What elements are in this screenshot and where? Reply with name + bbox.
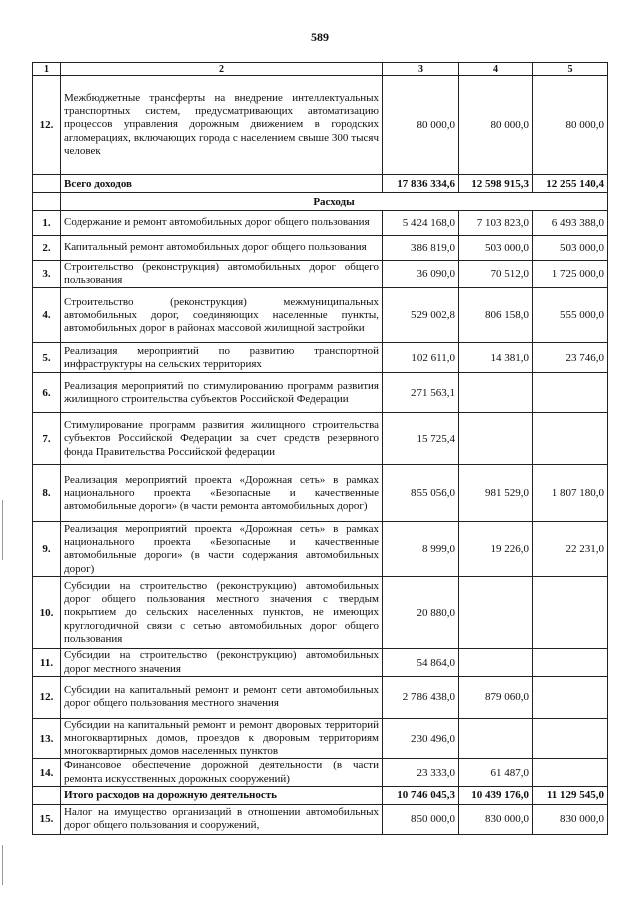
table-row — [33, 718, 608, 759]
value-col-3: 15 725,4 — [383, 413, 459, 465]
value-col-4: 14 381,0 — [459, 343, 533, 373]
value-col-4: 7 103 823,0 — [459, 211, 533, 236]
value-col-4 — [459, 577, 533, 649]
row-description: Реализация мероприятий по развитию транспортной инфраструктуры на сельских территориях — [61, 343, 383, 373]
page-number: 589 — [311, 30, 329, 44]
table-row — [33, 759, 608, 786]
total-label: Всего доходов — [61, 175, 383, 193]
table-row — [33, 577, 608, 649]
column-header: 5 — [533, 63, 608, 76]
row-number: 7. — [33, 413, 61, 465]
column-header: 1 — [33, 63, 61, 76]
column-header: 3 — [383, 63, 459, 76]
table-row — [33, 373, 608, 413]
table-row — [33, 211, 608, 236]
value-col-4: 503 000,0 — [459, 236, 533, 261]
row-number: 12. — [33, 676, 61, 718]
value-col-3: 102 611,0 — [383, 343, 459, 373]
row-number: 6. — [33, 373, 61, 413]
row-description: Реализация мероприятий проекта «Дорожная сеть» в рамках национального проекта «Безопасные и качественные автомобильные дороги» (в части ремонта автомобильных дорог) — [61, 465, 383, 522]
empty-cell — [33, 175, 61, 193]
value-col-3: 80 000,0 — [383, 76, 459, 175]
value-col-3: 386 819,0 — [383, 236, 459, 261]
row-description: Налог на имущество организаций в отношении автомобильных дорог общего пользования и сооружений, — [61, 804, 383, 834]
total-col-5: 11 129 545,0 — [533, 786, 608, 804]
value-col-4 — [459, 718, 533, 759]
column-header-row — [33, 63, 608, 76]
value-col-4 — [459, 649, 533, 676]
row-number: 11. — [33, 649, 61, 676]
value-col-3: 8 999,0 — [383, 522, 459, 577]
value-col-4: 879 060,0 — [459, 676, 533, 718]
row-description: Строительство (реконструкция) автомобильных дорог общего пользования — [61, 261, 383, 288]
table-row — [33, 649, 608, 676]
row-description: Субсидии на строительство (реконструкцию) автомобильных дорог общего пользования местного значения с твердым покрытием до сельских населенных пунктов, не имеющих круглогодичной связи с сетью автомобильных дорог общего пользования — [61, 577, 383, 649]
scan-edge-mark — [2, 845, 3, 885]
row-number: 12. — [33, 76, 61, 175]
row-description: Финансовое обеспечение дорожной деятельности (в части ремонта искусственных дорожных сооружений) — [61, 759, 383, 786]
row-description: Строительство (реконструкция) межмуниципальных автомобильных дорог, соединяющих населенные пункты, автомобильных дорог в районах массовой жилищной застройки — [61, 288, 383, 343]
value-col-3: 230 496,0 — [383, 718, 459, 759]
table-row — [33, 236, 608, 261]
value-col-5 — [533, 413, 608, 465]
row-description: Субсидии на строительство (реконструкцию) автомобильных дорог местного значения — [61, 649, 383, 676]
value-col-3: 20 880,0 — [383, 577, 459, 649]
row-number: 10. — [33, 577, 61, 649]
row-number: 15. — [33, 804, 61, 834]
total-col-4: 10 439 176,0 — [459, 786, 533, 804]
table-row — [33, 676, 608, 718]
value-col-4: 806 158,0 — [459, 288, 533, 343]
empty-cell — [33, 193, 61, 211]
total-col-3: 10 746 045,3 — [383, 786, 459, 804]
row-number: 8. — [33, 465, 61, 522]
value-col-3: 54 864,0 — [383, 649, 459, 676]
table-row — [33, 288, 608, 343]
value-col-5: 80 000,0 — [533, 76, 608, 175]
value-col-3: 855 056,0 — [383, 465, 459, 522]
value-col-5 — [533, 577, 608, 649]
value-col-5: 23 746,0 — [533, 343, 608, 373]
value-col-3: 271 563,1 — [383, 373, 459, 413]
table-row — [33, 804, 608, 834]
value-col-5: 22 231,0 — [533, 522, 608, 577]
row-number: 5. — [33, 343, 61, 373]
value-col-5: 503 000,0 — [533, 236, 608, 261]
table-row — [33, 413, 608, 465]
value-col-5 — [533, 718, 608, 759]
value-col-4: 61 487,0 — [459, 759, 533, 786]
row-description: Стимулирование программ развития жилищного строительства субъектов Российской Федерации за счет средств резервного фонда Правительства Российской федерации — [61, 413, 383, 465]
value-col-4: 80 000,0 — [459, 76, 533, 175]
row-number: 9. — [33, 522, 61, 577]
total-col-5: 12 255 140,4 — [533, 175, 608, 193]
row-number: 3. — [33, 261, 61, 288]
row-number: 13. — [33, 718, 61, 759]
total-col-4: 12 598 915,3 — [459, 175, 533, 193]
scan-edge-mark — [2, 500, 3, 560]
row-description: Капитальный ремонт автомобильных дорог общего пользования — [61, 236, 383, 261]
column-header: 2 — [61, 63, 383, 76]
value-col-5 — [533, 676, 608, 718]
budget-table — [32, 62, 608, 835]
row-description: Содержание и ремонт автомобильных дорог общего пользования — [61, 211, 383, 236]
row-description: Межбюджетные трансферты на внедрение интеллектуальных транспортных систем, предусматривающих автоматизацию процессов управления дорожным движением в городских агломерациях, включающих города с населением свыше 300 тысяч человек — [61, 76, 383, 175]
row-description: Субсидии на капитальный ремонт и ремонт сети автомобильных дорог общего пользования местного значения — [61, 676, 383, 718]
table-row — [33, 465, 608, 522]
value-col-3: 2 786 438,0 — [383, 676, 459, 718]
section-title: Расходы — [61, 193, 608, 211]
table-row — [33, 522, 608, 577]
row-description: Реализация мероприятий по стимулированию программ развития жилищного строительства субъектов Российской Федерации — [61, 373, 383, 413]
row-number: 2. — [33, 236, 61, 261]
row-description: Субсидии на капитальный ремонт и ремонт дворовых территорий многоквартирных домов, проездов к дворовым территориям многоквартирных домов населенных пунктов — [61, 718, 383, 759]
value-col-5: 555 000,0 — [533, 288, 608, 343]
table-row — [33, 343, 608, 373]
value-col-5: 830 000,0 — [533, 804, 608, 834]
row-number: 4. — [33, 288, 61, 343]
value-col-4 — [459, 413, 533, 465]
value-col-4: 70 512,0 — [459, 261, 533, 288]
table-row — [33, 261, 608, 288]
value-col-5: 1 725 000,0 — [533, 261, 608, 288]
value-col-5 — [533, 649, 608, 676]
table-row — [33, 76, 608, 175]
value-col-3: 529 002,8 — [383, 288, 459, 343]
total-col-3: 17 836 334,6 — [383, 175, 459, 193]
empty-cell — [33, 786, 61, 804]
value-col-5: 1 807 180,0 — [533, 465, 608, 522]
value-col-5 — [533, 373, 608, 413]
row-number: 1. — [33, 211, 61, 236]
row-number: 14. — [33, 759, 61, 786]
expense-total-row — [33, 786, 608, 804]
column-header: 4 — [459, 63, 533, 76]
value-col-4: 19 226,0 — [459, 522, 533, 577]
value-col-3: 36 090,0 — [383, 261, 459, 288]
income-total-row — [33, 175, 608, 193]
row-description: Реализация мероприятий проекта «Дорожная сеть» в рамках национального проекта «Безопасные и качественные автомобильные дороги» (в части содержания автомобильных дорог) — [61, 522, 383, 577]
value-col-4: 981 529,0 — [459, 465, 533, 522]
section-header-row — [33, 193, 608, 211]
value-col-3: 23 333,0 — [383, 759, 459, 786]
value-col-5 — [533, 759, 608, 786]
value-col-3: 850 000,0 — [383, 804, 459, 834]
value-col-4 — [459, 373, 533, 413]
value-col-4: 830 000,0 — [459, 804, 533, 834]
total-label: Итого расходов на дорожную деятельность — [61, 786, 383, 804]
value-col-5: 6 493 388,0 — [533, 211, 608, 236]
value-col-3: 5 424 168,0 — [383, 211, 459, 236]
